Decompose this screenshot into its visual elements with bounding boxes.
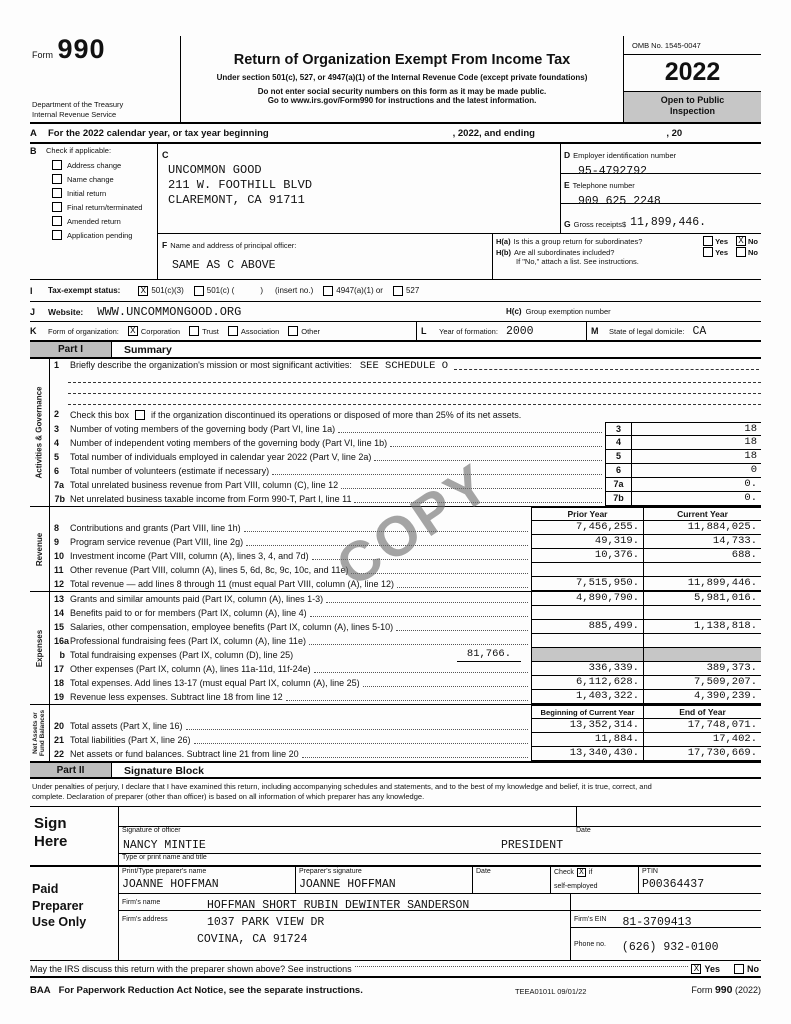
firm-address-line1: 1037 PARK VIEW DR <box>207 916 325 930</box>
row19-prior: 1,403,322. <box>531 690 643 704</box>
dotted-leader <box>338 432 602 433</box>
dotted-leader <box>310 616 528 617</box>
ha-yes-checkbox <box>703 236 713 246</box>
check-if-applicable-label: Check if applicable: <box>46 146 112 155</box>
type-or-print-label: Type or print name and title <box>122 854 207 862</box>
row18-current: 7,509,207. <box>643 676 761 690</box>
omb-number: OMB No. 1545-0047 <box>624 36 761 55</box>
dotted-leader <box>314 672 528 673</box>
row5-value: 18 <box>631 450 761 464</box>
summary-row-10: 10 Investment income (Part VIII, column (A), lines 3, 4, and 7d) 10,376. 688. <box>52 549 761 563</box>
summary-row-16a: 16a Professional fundraising fees (Part IX, column (A), line 11e) <box>52 634 761 648</box>
paperwork-notice: For Paperwork Reduction Act Notice, see the separate instructions. <box>58 985 363 997</box>
part2-title: Signature Block <box>124 765 204 777</box>
address-change-checkbox <box>52 160 62 170</box>
governance-section <box>30 359 761 507</box>
summary-row-16b: b Total fundraising expenses (Part IX, column (D), line 25) 81,766. <box>52 648 761 662</box>
dotted-leader <box>302 757 528 758</box>
row9-prior: 49,319. <box>531 535 643 549</box>
summary-row-17: 17 Other expenses (Part IX, column (A), lines 11a-11d, 11f-24e) 336,339. 389,373. <box>52 662 761 676</box>
form-of-organization-row: K Form of organization: X Corporation Trust Association Other L Year of formation: 2000 M State of legal domicile: CA <box>30 322 761 342</box>
summary-row-18: 18 Total expenses. Add lines 13-17 (must equal Part IX, column (A), line 25) 6,112,628. 7,509,207. <box>52 676 761 690</box>
row6-value: 0 <box>631 464 761 478</box>
firm-ein: 81-3709413 <box>622 915 692 929</box>
current-year-header: Current Year <box>643 507 761 521</box>
ha-row: H(a) Is this a group return for subordinates? Yes X No <box>496 236 758 246</box>
self-employed-cell: Check X if self-employed <box>551 867 639 893</box>
officer-title: PRESIDENT <box>501 838 564 852</box>
association-checkbox <box>228 326 238 336</box>
preparer-identity-row <box>119 867 761 894</box>
summary-row-14: 14 Benefits paid to or for members (Part IX, column (A), line 4) <box>52 606 761 620</box>
dashed-line <box>68 383 761 394</box>
officer-signature-space <box>119 807 576 826</box>
part1-header <box>30 342 761 359</box>
open-to-public-badge: Open to Public Inspection <box>624 91 761 122</box>
checkbox-final-return: Final return/terminated <box>52 202 155 212</box>
officer-name-row <box>119 837 761 854</box>
dotted-leader <box>374 460 602 461</box>
row19-current: 4,390,239. <box>643 690 761 704</box>
revenue-section <box>30 507 761 592</box>
sign-here-label: Sign Here <box>34 815 68 850</box>
beginning-of-year-header: Beginning of Current Year <box>531 705 643 719</box>
phone-number: (626) 932-0100 <box>621 940 719 954</box>
paid-preparer-block <box>30 867 761 961</box>
baa-label: BAA <box>30 985 51 997</box>
firm-ein-cell: Firm's EIN 81-3709413 <box>571 911 761 928</box>
principal-officer-cell: F Name and address of principal officer: SAME AS C ABOVE <box>158 234 493 279</box>
prior-year-header: Prior Year <box>531 507 643 521</box>
group-return-block <box>493 234 761 279</box>
amended-return-checkbox <box>52 216 62 226</box>
self-employed-checkbox: X <box>577 868 586 877</box>
checkbox-amended-return: Amended return <box>52 216 155 226</box>
firm-address-cell: Firm's address 1037 PARK VIEW DR COVINA, CA 91724 <box>122 916 325 947</box>
527-checkbox <box>393 286 403 296</box>
year-of-formation-cell: L Year of formation: 2000 <box>416 322 586 340</box>
form-title-block <box>180 36 623 122</box>
firm-name-right-space <box>570 894 761 910</box>
officer-signature-labels: Signature of officer Date <box>122 827 591 835</box>
row3-value: 18 <box>631 422 761 436</box>
row7b-value: 0. <box>631 492 761 506</box>
501c-checkbox <box>194 286 204 296</box>
checkbox-application-pending: Application pending <box>52 230 155 240</box>
group-exemption-cell: H(c) Group exemption number <box>506 307 611 316</box>
department-label: Department of the Treasury Internal Revenue Service <box>32 100 124 119</box>
tax-year: 2022 <box>664 58 721 87</box>
dotted-leader <box>354 502 602 503</box>
footer-row <box>30 978 761 996</box>
telephone-cell: E Telephone number 909 625 2248 <box>561 174 761 204</box>
organization-city-state: CLAREMONT, CA 91711 <box>168 193 305 207</box>
dotted-leader <box>244 531 528 532</box>
hb-no-checkbox <box>736 247 746 257</box>
summary-row-22: 22 Net assets or fund balances. Subtract line 21 from line 20 13,340,430. 17,730,669. <box>52 747 761 761</box>
row10-current: 688. <box>643 549 761 563</box>
telephone-value: 909 625 2248 <box>578 195 661 208</box>
preparer-name-cell: Print/Type preparer's name JOANNE HOFFMAN <box>119 867 296 893</box>
preparer-date-cell: Date <box>473 867 551 893</box>
firm-name-row: Firm's name HOFFMAN SHORT RUBIN DEWINTER SANDERSON <box>119 894 761 911</box>
row21-end: 17,402. <box>643 733 761 747</box>
discontinued-checkbox <box>135 410 145 420</box>
row4-value: 18 <box>631 436 761 450</box>
row12-prior: 7,515,950. <box>531 577 643 591</box>
check-if-applicable-column: B Check if applicable: Address change Name change Initial return Final return/terminated Amended return Application pending <box>30 144 158 279</box>
expenses-section <box>30 592 761 705</box>
row17-prior: 336,339. <box>531 662 643 676</box>
website-value: WWW.UNCOMMONGOOD.ORG <box>97 304 242 319</box>
summary-row-3: 3 Number of voting members of the governing body (Part VI, line 1a) 3 18 <box>52 422 761 436</box>
summary-row-4: 4 Number of independent voting members of the governing body (Part VI, line 1b) 4 18 <box>52 436 761 450</box>
row20-end: 17,748,071. <box>643 719 761 733</box>
instructions-note: Go to www.irs.gov/Form990 for instructions and the latest information. <box>267 96 537 105</box>
form-number-block <box>30 36 180 122</box>
principal-officer-value: SAME AS C ABOVE <box>172 259 276 272</box>
part2-label: Part II <box>30 763 112 777</box>
part1-title: Summary <box>124 344 172 356</box>
final-return-checkbox <box>52 202 62 212</box>
corporation-checkbox: X <box>128 326 138 336</box>
omb-year-block <box>623 36 761 122</box>
tax-exempt-status-row: I Tax-exempt status: X 501(c)(3) 501(c) ( ) (insert no.) 4947(a)(1) or 527 <box>30 280 761 302</box>
preparer-name: JOANNE HOFFMAN <box>122 878 219 892</box>
part2-header <box>30 762 761 779</box>
row14-current <box>643 606 761 620</box>
application-pending-checkbox <box>52 230 62 240</box>
privacy-note: Do not enter social security numbers on this form as it may be made public. <box>257 87 547 96</box>
row16b-prior-shaded <box>531 648 643 662</box>
summary-row-11: 11 Other revenue (Part VIII, column (A), lines 5, 6d, 8c, 9c, 10c, and 11e) <box>52 563 761 577</box>
mission-value: SEE SCHEDULE O <box>359 360 449 372</box>
dotted-leader <box>194 743 528 744</box>
dotted-leader <box>186 729 528 730</box>
discuss-no-checkbox <box>734 964 744 974</box>
discontinued-operations-line: 2 Check this box if the organization discontinued its operations or disposed of more than 25% of its net assets. <box>54 409 522 420</box>
ptin-cell: PTIN P00364437 <box>639 867 761 893</box>
form-word: Form <box>32 50 53 60</box>
fundraising-expenses-value: 81,766. <box>457 648 521 662</box>
dotted-leader <box>390 446 602 447</box>
part1-label: Part I <box>30 342 112 357</box>
501c3-checkbox: X <box>138 286 148 296</box>
checkbox-name-change: Name change <box>52 174 155 184</box>
paid-preparer-label: Paid Preparer Use Only <box>32 882 87 929</box>
trust-checkbox <box>189 326 199 336</box>
officer-signature-date-space <box>576 807 761 826</box>
preparer-signature-cell: Preparer's signature JOANNE HOFFMAN <box>296 867 473 893</box>
copy-watermark: COPY <box>324 450 502 599</box>
dotted-leader <box>246 545 528 546</box>
checkbox-address-change: Address change <box>52 160 155 170</box>
phone-cell: Phone no. (626) 932-0100 <box>574 940 719 954</box>
summary-row-6: 6 Total number of volunteers (estimate if necessary) 6 0 <box>52 464 761 478</box>
summary-row-12: 12 Total revenue — add lines 8 through 11 (must equal Part VIII, column (A), line 12) 7,515,950. 11,899,446. <box>52 577 761 591</box>
gross-receipts-cell: G Gross receipts $ 11,899,446. <box>564 216 707 229</box>
dotted-leader <box>272 474 602 475</box>
firm-name: HOFFMAN SHORT RUBIN DEWINTER SANDERSON <box>207 898 470 912</box>
irs-discuss-row: May the IRS discuss this return with the preparer shown above? See instructions X Yes No <box>30 961 761 978</box>
summary-row-13: 13 Grants and similar amounts paid (Part IX, column (A), lines 1-3) 4,890,790. 5,981,016. <box>52 592 761 606</box>
summary-row-21: 21 Total liabilities (Part X, line 26) 11,884. 17,402. <box>52 733 761 747</box>
perjury-statement: Under penalties of perjury, I declare that I have examined this return, including accompanying schedules and statements, and to the best of my knowledge and belief, it is true, correct, and complete. Declaration of preparer (other than officer) is based on all information of which preparer has any knowledge. <box>30 779 761 807</box>
row14-prior <box>531 606 643 620</box>
dotted-leader <box>355 966 689 967</box>
dashed-line <box>68 372 761 383</box>
row18-prior: 6,112,628. <box>531 676 643 690</box>
form-number: 990 <box>57 34 106 64</box>
dotted-leader <box>351 573 528 574</box>
dotted-leader <box>363 686 528 687</box>
dotted-leader <box>309 644 528 645</box>
dashed-line <box>68 394 761 405</box>
row22-begin: 13,340,430. <box>531 747 643 761</box>
organization-name-address: C UNCOMMON GOOD 211 W. FOOTHILL BLVD CLAREMONT, CA 91711 <box>158 144 561 233</box>
officer-signature-row <box>119 807 761 827</box>
form-subtitle: Under section 501(c), 527, or 4947(a)(1) of the Internal Revenue Code (except private foundations) <box>216 73 588 82</box>
officer-name: NANCY MINTIE <box>123 838 206 852</box>
summary-row-19: 19 Revenue less expenses. Subtract line 18 from line 12 1,403,322. 4,390,239. <box>52 690 761 704</box>
dotted-leader <box>326 602 528 603</box>
end-of-year-header: End of Year <box>643 705 761 719</box>
summary-row-5: 5 Total number of individuals employed in calendar year 2022 (Part V, line 2a) 5 18 <box>52 450 761 464</box>
row20-begin: 13,352,314. <box>531 719 643 733</box>
year-columns-header <box>52 507 761 521</box>
row7a-value: 0. <box>631 478 761 492</box>
employer-id-value: 95-4792792 <box>578 165 648 178</box>
summary-row-9: 9 Program service revenue (Part VIII, line 2g) 49,319. 14,733. <box>52 535 761 549</box>
row8-prior: 7,456,255. <box>531 521 643 535</box>
form-990 <box>30 36 761 996</box>
hb-yes-checkbox <box>703 247 713 257</box>
4947a1-checkbox <box>323 286 333 296</box>
net-assets-section <box>30 705 761 762</box>
checkbox-initial-return: Initial return <box>52 188 155 198</box>
organization-street: 211 W. FOOTHILL BLVD <box>168 178 313 192</box>
row10-prior: 10,376. <box>531 549 643 563</box>
organization-name: UNCOMMON GOOD <box>168 163 262 177</box>
row11-current <box>643 563 761 577</box>
line-a-tag: A <box>30 128 37 139</box>
name-change-checkbox <box>52 174 62 184</box>
hb-note: If "No," attach a list. See instructions. <box>516 257 639 266</box>
footer-form-id: Form 990 (2022) <box>691 984 761 997</box>
discuss-yes-checkbox: X <box>691 964 701 974</box>
line-a-tax-year: A For the 2022 calendar year, or tax year beginning , 2022, and ending , 20 <box>30 124 761 144</box>
governance-sidebar: Activities & Governance <box>30 359 50 506</box>
summary-row-7a: 7a Total unrelated business revenue from Part VIII, column (C), line 12 7a 0. <box>52 478 761 492</box>
firm-address-line2: COVINA, CA 91724 <box>197 933 308 947</box>
org-and-ein-block <box>158 144 761 279</box>
row21-begin: 11,884. <box>531 733 643 747</box>
dashed-fill <box>454 369 759 370</box>
dotted-leader <box>396 630 528 631</box>
sign-here-block <box>30 807 761 867</box>
entity-info-block <box>30 144 761 280</box>
row22-end: 17,730,669. <box>643 747 761 761</box>
summary-row-8: 8 Contributions and grants (Part VIII, line 1h) 7,456,255. 11,884,025. <box>52 521 761 535</box>
dotted-leader <box>341 488 602 489</box>
row11-prior <box>531 563 643 577</box>
row16a-current <box>643 634 761 648</box>
state-of-domicile-cell: M State of legal domicile: CA <box>586 322 761 340</box>
preparer-signature: JOANNE HOFFMAN <box>299 878 396 892</box>
row16a-prior <box>531 634 643 648</box>
row8-current: 11,884,025. <box>643 521 761 535</box>
row17-current: 389,373. <box>643 662 761 676</box>
row15-current: 1,138,818. <box>643 620 761 634</box>
row9-current: 14,733. <box>643 535 761 549</box>
form-header <box>30 36 761 124</box>
row13-prior: 4,890,790. <box>531 592 643 606</box>
state-of-domicile-value: CA <box>692 324 707 338</box>
dotted-leader <box>397 587 528 588</box>
row16b-current-shaded <box>643 648 761 662</box>
revenue-sidebar: Revenue <box>30 507 50 591</box>
net-assets-sidebar: Net Assets or Fund Balances <box>30 705 50 761</box>
year-of-formation-value: 2000 <box>505 324 534 338</box>
gross-receipts-value: 11,899,446. <box>630 216 707 229</box>
mission-line: 1 Briefly describe the organization's mission or most significant activities: SEE SCHEDULE O <box>52 359 761 372</box>
employer-id-cell: D Employer identification number 95-4792792 <box>561 144 761 174</box>
summary-row-20: 20 Total assets (Part X, line 16) 13,352,314. 17,748,071. <box>52 719 761 733</box>
row12-current: 11,899,446. <box>643 577 761 591</box>
row15-prior: 885,499. <box>531 620 643 634</box>
initial-return-checkbox <box>52 188 62 198</box>
form-title: Return of Organization Exempt From Income Tax <box>233 52 571 68</box>
footer-code: TEEA0101L 09/01/22 <box>514 987 587 997</box>
dotted-leader <box>312 559 528 560</box>
summary-row-15: 15 Salaries, other compensation, employee benefits (Part IX, column (A), lines 5-10) 885,499. 1,138,818. <box>52 620 761 634</box>
dotted-leader <box>286 700 528 701</box>
row13-current: 5,981,016. <box>643 592 761 606</box>
ptin-value: P00364437 <box>642 878 705 892</box>
hb-row: H(b) Are all subordinates included? Yes No <box>496 247 758 257</box>
other-org-checkbox <box>288 326 298 336</box>
expenses-sidebar: Expenses <box>30 592 50 704</box>
balance-columns-header <box>52 705 761 719</box>
ein-phone-gross-column <box>561 144 761 233</box>
website-row: J Website: WWW.UNCOMMONGOOD.ORG H(c) Group exemption number <box>30 302 761 322</box>
summary-row-7b: 7b Net unrelated business taxable income from Form 990-T, Part I, line 11 7b 0. <box>52 492 761 506</box>
ha-no-checkbox: X <box>736 236 746 246</box>
